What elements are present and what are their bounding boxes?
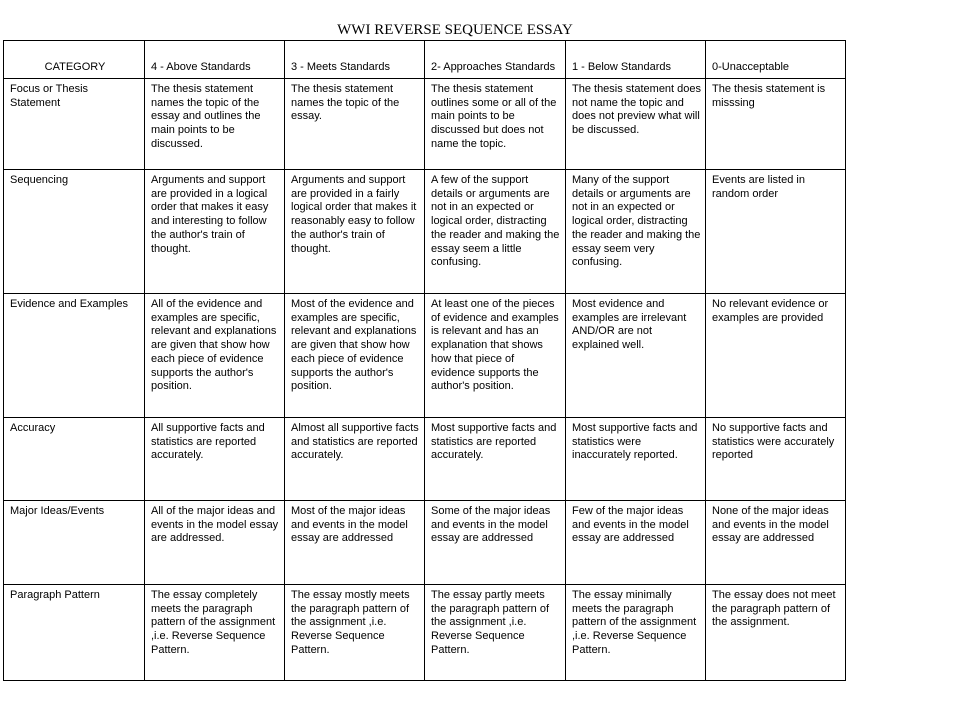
header-level-1: 1 - Below Standards xyxy=(566,41,706,79)
table-row xyxy=(4,170,846,294)
rubric-cell-level-3: Most of the major ideas and events in the model essay are addressed xyxy=(285,501,425,585)
header-category: CATEGORY xyxy=(4,41,145,79)
header-level-4: 4 - Above Standards xyxy=(145,41,285,79)
row-category: Major Ideas/Events xyxy=(4,501,145,585)
table-row xyxy=(4,501,846,585)
rubric-cell-level-4: All of the major ideas and events in the model essay are addressed. xyxy=(145,501,285,585)
header-level-3: 3 - Meets Standards xyxy=(285,41,425,79)
rubric-cell-level-0: The essay does not meet the paragraph pattern of the assignment. xyxy=(706,585,846,681)
rubric-cell-level-0: No supportive facts and statistics were accurately reported xyxy=(706,418,846,501)
rubric-cell-level-2: A few of the support details or arguments are not in an expected or logical order, distracting the reader and making the essay seem a little confusing. xyxy=(425,170,566,294)
rubric-cell-level-1: Most evidence and examples are irrelevant AND/OR are not explained well. xyxy=(566,294,706,418)
rubric-cell-level-2: The essay partly meets the paragraph pattern of the assignment ,i.e. Reverse Sequence Pattern. xyxy=(425,585,566,681)
rubric-cell-level-1: Few of the major ideas and events in the model essay are addressed xyxy=(566,501,706,585)
rubric-cell-level-1: Many of the support details or arguments are not in an expected or logical order, distracting the reader and making the essay seem very confusing. xyxy=(566,170,706,294)
rubric-cell-level-3: The thesis statement names the topic of the essay. xyxy=(285,79,425,170)
rubric-cell-level-4: The essay completely meets the paragraph pattern of the assignment ,i.e. Reverse Sequence Pattern. xyxy=(145,585,285,681)
rubric-cell-level-4: Arguments and support are provided in a logical order that makes it easy and interesting to follow the author's train of thought. xyxy=(145,170,285,294)
rubric-cell-level-4: All of the evidence and examples are specific, relevant and explanations are given that show how each piece of evidence supports the author's position. xyxy=(145,294,285,418)
rubric-table xyxy=(3,40,846,681)
rubric-cell-level-3: Most of the evidence and examples are specific, relevant and explanations are given that show how each piece of evidence supports the author's position. xyxy=(285,294,425,418)
rubric-cell-level-2: Some of the major ideas and events in the model essay are addressed xyxy=(425,501,566,585)
rubric-cell-level-4: All supportive facts and statistics are reported accurately. xyxy=(145,418,285,501)
rubric-cell-level-0: The thesis statement is misssing xyxy=(706,79,846,170)
rubric-cell-level-2: Most supportive facts and statistics are reported accurately. xyxy=(425,418,566,501)
table-row xyxy=(4,294,846,418)
header-level-2: 2- Approaches Standards xyxy=(425,41,566,79)
rubric-cell-level-2: The thesis statement outlines some or all of the main points to be discussed but does not name the topic. xyxy=(425,79,566,170)
row-category: Accuracy xyxy=(4,418,145,501)
rubric-cell-level-1: The thesis statement does not name the topic and does not preview what will be discussed. xyxy=(566,79,706,170)
table-row xyxy=(4,79,846,170)
row-category: Sequencing xyxy=(4,170,145,294)
rubric-cell-level-0: No relevant evidence or examples are provided xyxy=(706,294,846,418)
rubric-cell-level-3: The essay mostly meets the paragraph pattern of the assignment ,i.e. Reverse Sequence Pattern. xyxy=(285,585,425,681)
table-row xyxy=(4,418,846,501)
rubric-cell-level-4: The thesis statement names the topic of the essay and outlines the main points to be discussed. xyxy=(145,79,285,170)
rubric-cell-level-0: Events are listed in random order xyxy=(706,170,846,294)
rubric-cell-level-2: At least one of the pieces of evidence and examples is relevant and has an explanation that shows how that piece of evidence supports the author's position. xyxy=(425,294,566,418)
rubric-cell-level-1: Most supportive facts and statistics were inaccurately reported. xyxy=(566,418,706,501)
document-title: WWI REVERSE SEQUENCE ESSAY xyxy=(337,22,573,38)
rubric-cell-level-1: The essay minimally meets the paragraph pattern of the assignment ,i.e. Reverse Sequence Pattern. xyxy=(566,585,706,681)
rubric-cell-level-3: Almost all supportive facts and statistics are reported accurately. xyxy=(285,418,425,501)
row-category: Evidence and Examples xyxy=(4,294,145,418)
row-category: Focus or Thesis Statement xyxy=(4,79,145,170)
rubric-cell-level-0: None of the major ideas and events in the model essay are addressed xyxy=(706,501,846,585)
row-category: Paragraph Pattern xyxy=(4,585,145,681)
table-row xyxy=(4,585,846,681)
header-row xyxy=(4,41,846,79)
header-level-0: 0-Unacceptable xyxy=(706,41,846,79)
rubric-cell-level-3: Arguments and support are provided in a fairly logical order that makes it reasonably easy to follow the author's train of thought. xyxy=(285,170,425,294)
